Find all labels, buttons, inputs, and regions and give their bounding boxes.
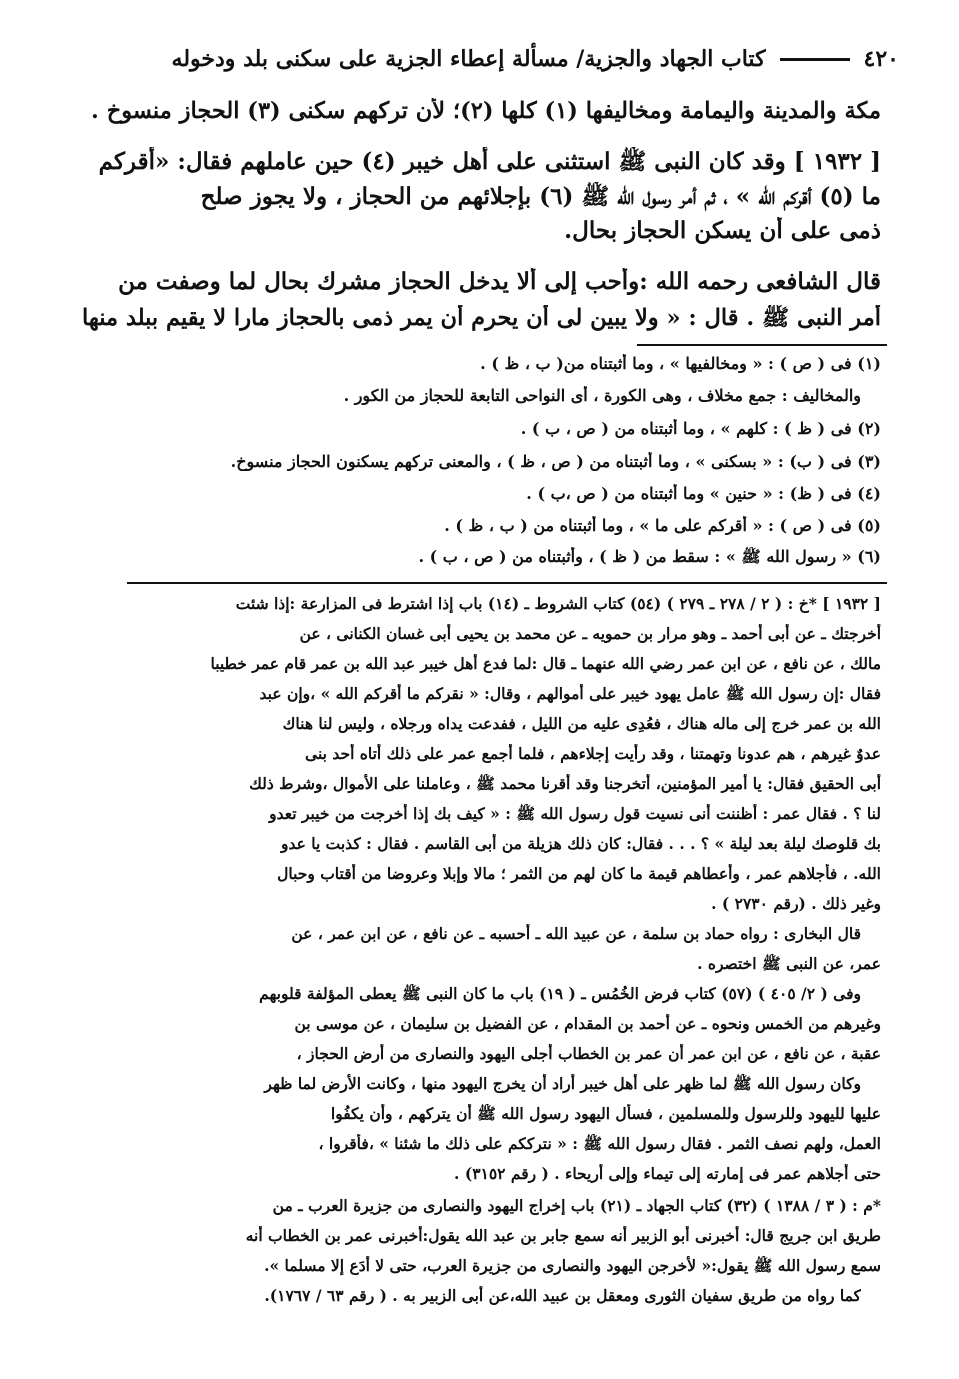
takhrij-line: الله بن عمر خرج إلى ماله هناك ، فعُدِى عليه من الليل ، ففدعت يداه ورجلاه ، وليس لنا هناك (282, 714, 881, 733)
takhrij-line: أخرجتك ـ عن أبى أحمد ـ وهو مرار بن حمويه ـ عن محمد بن يحيى أبى غسان الكنانى ، عن (299, 624, 881, 643)
main-line: مكة والمدينة واليمامة ومخاليفها (١) كلها (٢)؛ لأن تركهم سكنى (٣) الحجاز منسوخ . (91, 98, 881, 124)
main-line: [ ١٩٣٢ ] وقد كان النبى ﷺ استثنى على أهل خيبر (٤) حين عاملهم فقال: «أقركم (98, 148, 881, 175)
takhrij-line: عليها لليهود وللرسول وللمسلمين ، فسأل اليهود رسول الله ﷺ أن يتركهم ، وأن يكفُوا (330, 1104, 881, 1123)
main-line: ما (٥) أقركم الله » ، ثم أمر رسول الله ﷺ (٦) بإجلائهم من الحجاز ، ولا يجوز صلح (200, 183, 881, 210)
takhrij-line: قال البخارى : رواه حماد بن سلمة ، عن عبيد الله ـ أحسبه ـ عن نافع ، عن ابن عمر ، عن (291, 924, 861, 943)
takhrij-line: حتى أجلاهم عمر فى إمارته إلى تيماء وإلى أريحاء . ( رقم ٣١٥٢) . (454, 1164, 881, 1183)
takhrij-line: أبى الحقيق فقال: يا أمير المؤمنين، أتخرجنا وقد أقرنا محمد ﷺ ، وعاملنا على الأموال ،وشرط ذلك (249, 774, 881, 793)
footnote: (٤) فى ( ظ) : « حنين » وما أثبتناه من ( ص ،ب ) . (526, 484, 881, 503)
footnote: (٥) فى ( ص ) : « أقركم على ما » ، وما أثبتناه من ( ب ، ظ ) . (444, 516, 881, 535)
takhrij-line: عدوٌ غيرهم ، هم عدونا وتهمتنا ، وقد رأيت إجلاءهم ، فلما أجمع عمر على ذلك أتاه أحد بنى (305, 744, 881, 763)
takhrij-line: وفى ( ٢/ ٤٠٥ ) (٥٧) كتاب فرض الخُمُس ـ ( ١٩) باب ما كان النبى ﷺ يعطى المؤلفة قلوبهم (259, 984, 861, 1003)
takhrij-line: سمع رسول الله ﷺ يقول:« لأخرجن اليهود والنصارى من جزيرة العرب، حتى لا أدَع إلا مسلما ». (264, 1256, 881, 1275)
main-line: أمر النبى ﷺ . قال : « ولا يبين لى أن يحرم أن يمر ذمى بالحجاز مارا لا يقيم ببلد منها (81, 305, 881, 331)
takhrij-line: وكان رسول الله ﷺ لما ظهر على أهل خيبر أراد أن يخرج اليهود منها ، وكانت الأرض لما ظهر (264, 1074, 861, 1093)
footnote: (٣) فى ( ب) : « بسكنى » ، وما أثبتناه من ( ص ، ظ ) ، والمعنى تركهم يسكنون الحجاز منسوخ. (230, 452, 881, 471)
takhrij-line: كما رواه من طريق سفيان الثورى ومعقل بن عبيد الله،عن أبى الزبير به . ( رقم ٦٣ / ١٧٦٧). (264, 1286, 861, 1305)
takhrij-line: العمل، ولهم نصف الثمر . فقال رسول الله ﷺ : « نترككم على ذلك ما شئنا » ،فأقروا ، (318, 1134, 881, 1153)
takhrij-line: فقال :إن رسول الله ﷺ عامل يهود خيبر على أموالهم ، وقال: « نقركم ما أقركم الله » ،وإن عبد (259, 684, 881, 703)
running-header (78, 42, 899, 76)
footnote: (١) فى ( ص ) : « ومخالفيها » ، وما أثبتناه من( ب ، ظ ) . (480, 354, 881, 373)
takhrij-line: بك قلوصك ليلة بعد ليلة » ؟ . . . فقال: كان ذلك هزيلة من أبى القاسم . فقال : كذبت يا عدو (280, 834, 881, 853)
main-line: ذمى على أن يسكن الحجاز بحال. (564, 217, 881, 244)
takhrij-line: عمر، عن النبى ﷺ اختصره . (697, 954, 881, 973)
footnote: (٦) « رسول الله ﷺ » : سقط من ( ظ ) ، وأثبتناه من ( ص ، ب ) . (418, 547, 881, 566)
main-line: قال الشافعى رحمه الله :وأحب إلى ألا يدخل الحجاز مشرك بحال لما وصفت من (118, 268, 881, 295)
takhrij-separator (127, 582, 887, 584)
takhrij-line: الله. ، فأجلاهم عمر ، وأعطاهم قيمة ما كان لهم من الثمر ؛ مالا وإبلا وعروضا من أقتاب وحبال (277, 864, 881, 883)
takhrij-line: طريق ابن جريج قال: أخبرنى أبو الزبير أنه سمع جابر بن عبد الله يقول:أخبرنى عمر بن الخطاب أنه (245, 1226, 881, 1245)
takhrij-line: وغيرهم من الخمس ونحوه ـ عن أحمد بن المقدام ، عن الفضيل بن سليمان ، عن موسى بن (294, 1014, 881, 1033)
takhrij-line: وغير ذلك . (رقم ٢٧٣٠ ) . (711, 894, 881, 913)
header-dash (780, 58, 850, 61)
footnote-separator (637, 344, 887, 346)
footnote: (٢) فى ( ظ ) : كلهم » ، وما أثبتناه من ( ص ، ب ) . (520, 419, 881, 438)
footnote: والمخاليف : جمع مخلاف ، وهى الكورة ، أى النواحى التابعة للحجاز من الكور . (343, 386, 861, 405)
takhrij-line: لنا ؟ . فقال عمر : أظننت أنى نسيت قول رسول الله ﷺ : « كيف بك إذا أخرجت من خيبر تعدو (269, 804, 881, 823)
takhrij-line: *م : ( ٣ / ١٣٨٨ ) (٣٢) كتاب الجهاد ـ (٢١) باب إخراج اليهود والنصارى من جزيرة العرب ـ من (272, 1196, 881, 1215)
takhrij-line: عقبة ، عن نافع ، عن ابن عمر أن عمر بن الخطاب أجلى اليهود والنصارى من أرض الحجاز ، (296, 1044, 881, 1063)
takhrij-line: مالك ، عن نافع ، عن ابن عمر رضي الله عنهما ـ قال :لما فدع أهل خيبر عبد الله بن عمر قام عمر خطيبا (210, 654, 881, 673)
page-number: ٤٢٠ (863, 46, 899, 72)
takhrij-line: [ ١٩٣٢ ] *خ : ( ٢ / ٢٧٨ ـ ٢٧٩ ) (٥٤) كتاب الشروط ـ (١٤) باب إذا اشترط فى المزارعة :إذا شئت (235, 594, 881, 613)
running-title: كتاب الجهاد والجزية/ مسألة إعطاء الجزية على سكنى بلد ودخوله (171, 46, 766, 72)
